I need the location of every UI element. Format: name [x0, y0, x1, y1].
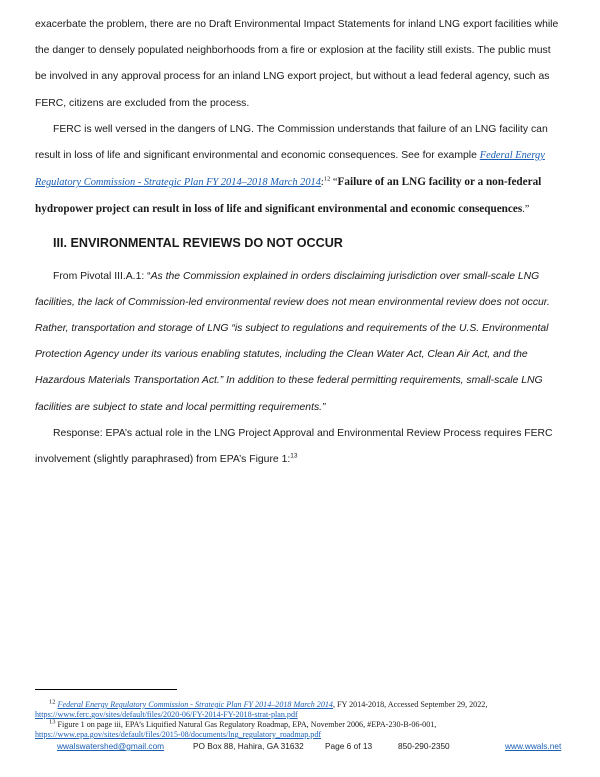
footnote-12-title-link[interactable]: Federal Energy Regulatory Commission - Strategic Plan FY 2014–2018 March 2014: [57, 700, 333, 709]
paragraph-2-colon: :: [320, 177, 324, 189]
footnote-13-url[interactable]: https://www.epa.gov/sites/default/files/2015-08/documents/lng_regulatory_roadmap.pdf: [35, 730, 322, 739]
footnote-13-text: Figure 1 on page iii, EPA’s Liquified Natural Gas Regulatory Roadmap, EPA, November 2006, #EPA-230-B-06-001,: [57, 720, 437, 729]
paragraph-2-lead: FERC is well versed in the dangers of LNG. The Commission understands that failure of an LNG facility can result in loss of life and significant environmental and economic consequences. See for example: [35, 123, 548, 162]
footnote-divider: [35, 689, 177, 690]
footnote-12: [35, 700, 565, 710]
paragraph-4: [35, 421, 560, 473]
footnote-12-text: , FY 2014-2018, Accessed September 29, 2022,: [332, 700, 488, 709]
paragraph-2: [35, 117, 560, 224]
paragraph-4-text: Response: EPA’s actual role in the LNG Project Approval and Environmental Review Process requires FERC involvement (slightly paraphrased) from EPA’s Figure 1:: [35, 427, 553, 466]
footer-email-link[interactable]: wwalswatershed@gmail.com: [57, 741, 165, 751]
footer-website-link[interactable]: www.wwals.net: [505, 741, 562, 751]
footnote-13-url-line: [35, 730, 565, 740]
page-footer: [35, 741, 563, 755]
footer-address: PO Box 88, Hahira, GA 31632: [193, 741, 304, 751]
footnotes: [35, 700, 565, 740]
footnote-12-number: 12: [49, 698, 56, 706]
footnote-ref-13[interactable]: 13: [290, 452, 298, 460]
quote-close: .”: [522, 204, 530, 216]
footnote-12-url[interactable]: https://www.ferc.gov/sites/default/files/2020-06/FY-2014-FY-2018-strat-plan.pdf: [35, 710, 298, 719]
footnote-ref-12[interactable]: 12: [323, 175, 331, 183]
footer-phone: 850-290-2350: [398, 741, 450, 751]
footnote-13-number: 13: [49, 718, 56, 726]
pivotal-quote: As the Commission explained in orders disclaiming jurisdiction over small-scale LNG facilities, the lack of Commission-led environmental review does not mean environmental review does not occur. Rather, transportation and storage of LNG “is subject to regulations and requirements of the U.S. Environmental Protection Agency under its various enabling statutes, including the Clean Water Act, Clean Air Act, and the Hazardous Materials Transportation Act.” In addition to these federal permitting requirements, small-scale LNG facilities are subject to state and local permitting requirements.”: [35, 270, 550, 413]
ferc-strategic-plan-link[interactable]: Federal Energy Regulatory Commission - Strategic Plan FY 2014–2018 March 2014: [35, 150, 545, 189]
quote-open: “: [330, 177, 338, 189]
ferc-quote: Failure of an LNG facility or a non-federal hydropower project can result in loss of life and significant environmental and economic consequences: [35, 176, 542, 216]
paragraph-3: [35, 264, 560, 421]
footer-page-number: Page 6 of 13: [325, 741, 373, 751]
paragraph-3-lead: From Pivotal III.A.1: “: [53, 270, 151, 282]
section-heading: III. ENVIRONMENTAL REVIEWS DO NOT OCCUR: [53, 235, 343, 250]
paragraph-1: exacerbate the problem, there are no Draft Environmental Impact Statements for inland LNG export facilities while the danger to densely populated neighborhoods from a fire or explosion at the facility still exists. The public must be involved in any approval process for an inland LNG export project, but without a lead federal agency, such as FERC, citizens are excluded from the process.: [35, 19, 559, 109]
footnote-12-url-line: [35, 710, 565, 720]
body-text: [35, 12, 560, 473]
footnote-13: [35, 720, 565, 730]
